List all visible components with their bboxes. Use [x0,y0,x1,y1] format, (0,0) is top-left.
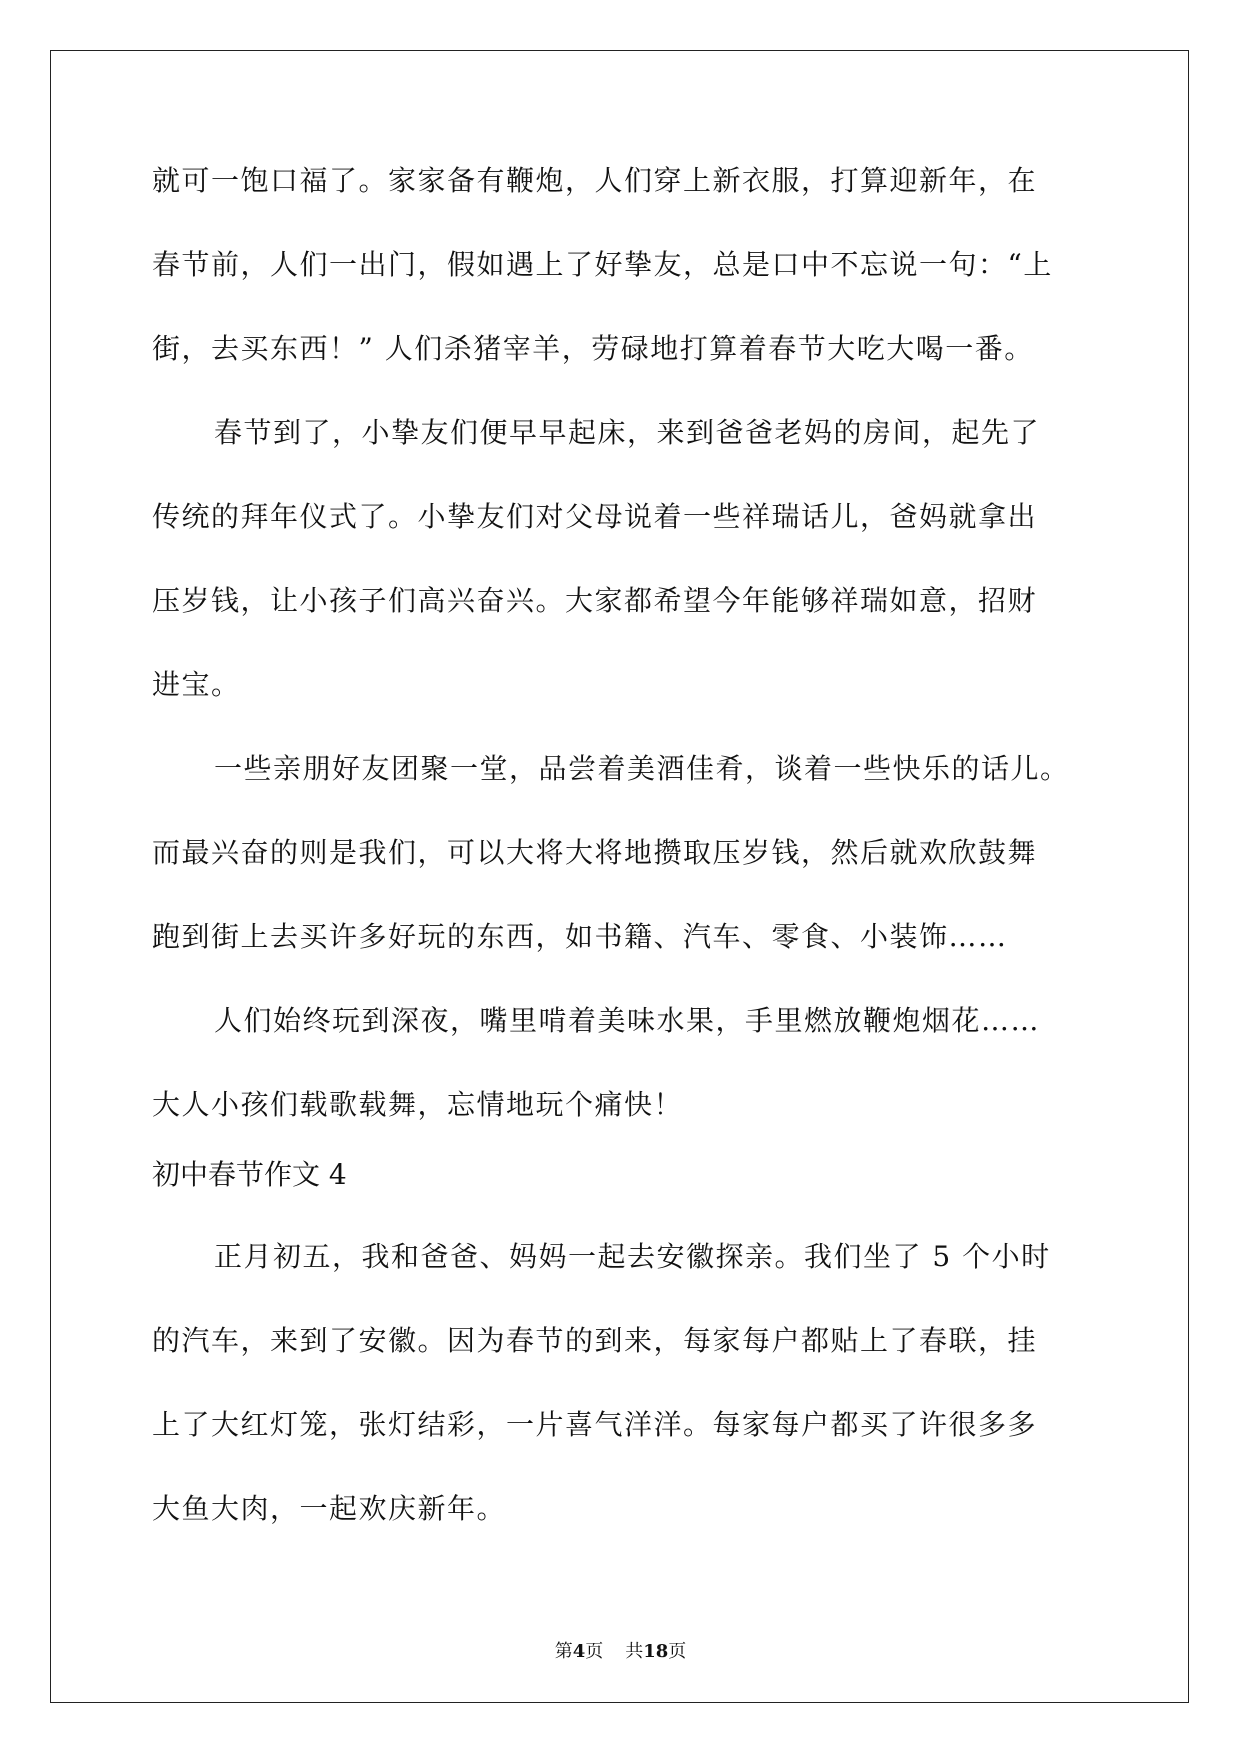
body-line: 而最兴奋的则是我们，可以大将大将地攒取压岁钱，然后就欢欣鼓舞 [152,836,1038,869]
body-line: 大人小孩们载歌载舞，忘情地玩个痛快！ [152,1088,684,1121]
footer-total-pages: 18 [643,1641,669,1662]
footer-page-number: 4 [572,1641,586,1662]
body-line: 传统的拜年仪式了。小挚友们对父母说着一些祥瑞话儿，爸妈就拿出 [152,500,1038,533]
page-footer [0,1640,1241,1664]
paragraph-first-line: 春节到了，小挚友们便早早起床，来到爸爸老妈的房间，起先了 [214,416,1041,449]
body-line: 上了大红灯笼，张灯结彩，一片喜气洋洋。每家每户都买了许很多多 [152,1408,1038,1441]
footer-total-unit: 页 [668,1641,687,1662]
paragraph-first-line: 一些亲朋好友团聚一堂，品尝着美酒佳肴，谈着一些快乐的话儿。 [214,752,1070,785]
body-line: 跑到街上去买许多好玩的东西，如书籍、汽车、零食、小装饰…… [152,920,1008,953]
footer-prefix: 第 [554,1641,573,1662]
body-line: 的汽车，来到了安徽。因为春节的到来，每家每户都贴上了春联，挂 [152,1324,1038,1357]
paragraph-first-line: 人们始终玩到深夜，嘴里啃着美味水果，手里燃放鞭炮烟花…… [214,1004,1041,1037]
footer-total-prefix: 共 [625,1641,644,1662]
body-line: 就可一饱口福了。家家备有鞭炮，人们穿上新衣服，打算迎新年，在 [152,164,1038,197]
paragraph-first-line: 正月初五，我和爸爸、妈妈一起去安徽探亲。我们坐了 5 个小时 [214,1240,1051,1273]
section-heading: 初中春节作文 4 [152,1158,347,1191]
document-body [152,162,1097,1528]
body-line: 街，去买东西！” 人们杀猪宰羊，劳碌地打算着春节大吃大喝一番。 [152,332,1034,365]
body-line: 压岁钱，让小孩子们高兴奋兴。大家都希望今年能够祥瑞如意，招财 [152,584,1038,617]
body-line: 大鱼大肉，一起欢庆新年。 [152,1492,507,1525]
body-line: 进宝。 [152,668,241,701]
body-line: 春节前，人们一出门，假如遇上了好挚友，总是口中不忘说一句：“上 [152,248,1053,281]
footer-page-unit: 页 [585,1641,604,1662]
